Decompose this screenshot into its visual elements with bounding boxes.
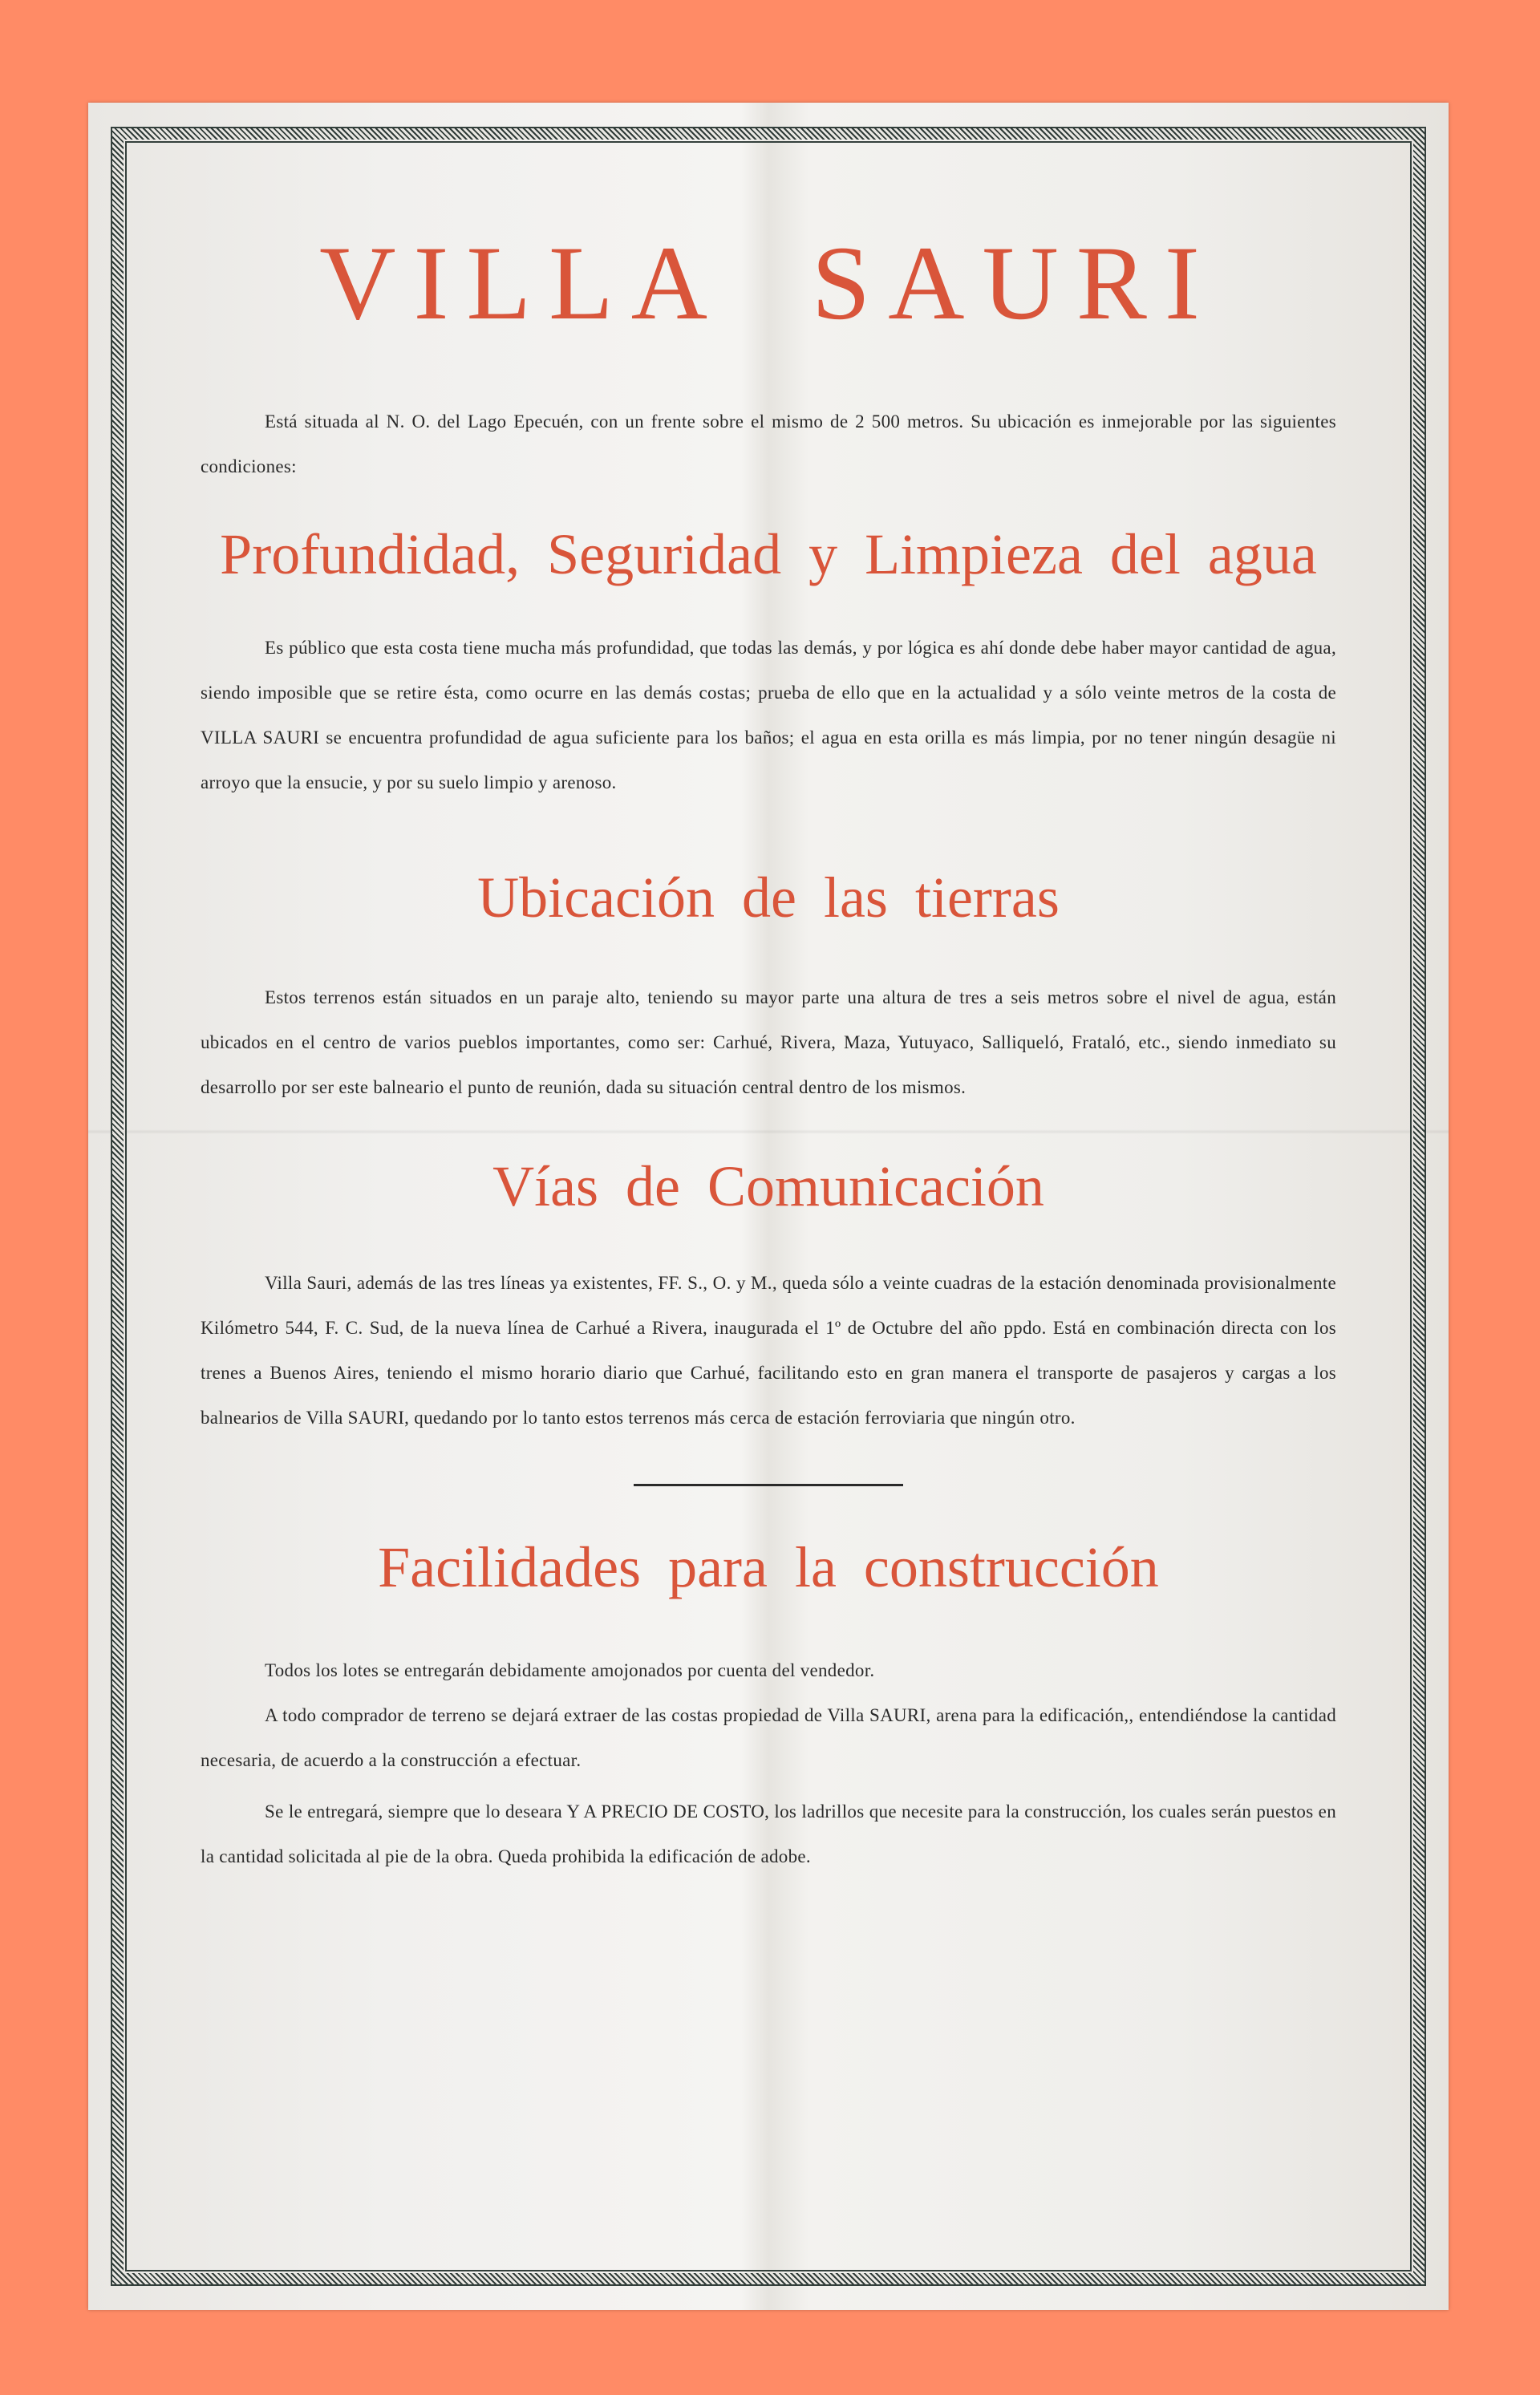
paragraph-facilidades-3: Se le entregará, siempre que lo deseara Y A PRECIO DE COSTO, los ladrillos que necesite para la construcción, los cuales serán puestos en la cantidad solicitada al pie de la obra. Queda prohibida la edificación de adobe. — [201, 1801, 1336, 1866]
poster-title: VILLA SAURI — [319, 224, 1218, 342]
heading-vias: Vías de Comunicación — [492, 1154, 1044, 1218]
heading-profundidad: Profundidad, Seguridad y Limpieza del agua — [220, 522, 1317, 586]
paragraph-facilidades-1: Todos los lotes se entregarán debidamente amojonados por cuenta del vendedor. — [265, 1660, 875, 1680]
poster-sheet — [88, 103, 1449, 2310]
intro-paragraph: Está situada al N. O. del Lago Epecuén, con un frente sobre el mismo de 2 500 metros. Su ubicación es inmejorable por las siguientes condiciones: — [201, 411, 1336, 476]
paragraph-profundidad: Es público que esta costa tiene mucha más profundidad, que todas las demás, y por lógica es ahí donde debe haber mayor cantidad de agua, siendo imposible que se retire ésta, como ocurre en las demás costas; prueba de ello que en la actualidad y a sólo veinte metros de la costa de VILLA SAURI se encuentra profundidad de agua suficiente para los baños; el agua en esta orilla es más limpia, por no tener ningún desagüe ni arroyo que la ensucie, y por su suelo limpio y arenoso. — [201, 638, 1336, 792]
paragraph-ubicacion: Estos terrenos están situados en un paraje alto, teniendo su mayor parte una altura de tres a seis metros sobre el nivel de agua, están ubicados en el centro de varios pueblos importantes, como ser: Carhué, Rivera, Maza, Yutuyaco, Salliqueló, Frataló, etc., siendo inmediato su desarrollo por ser este balneario el punto de reunión, dada su situación central dentro de los mismos. — [201, 987, 1336, 1097]
heading-facilidades: Facilidades para la construcción — [378, 1535, 1159, 1599]
paragraph-vias: Villa Sauri, además de las tres líneas ya existentes, FF. S., O. y M., queda sólo a veinte cuadras de la estación denominada provisionalmente Kilómetro 544, F. C. Sud, de la nueva línea de Carhué a Rivera, inaugurada el 1º de Octubre del año ppdo. Está en combinación directa con los trenes a Buenos Aires, teniendo el mismo horario diario que Carhué, facilitando esto en gran manera el transporte de pasajeros y cargas a los balnearios de Villa SAURI, quedando por lo tanto estos terrenos más cerca de estación ferroviaria que ningún otro. — [201, 1273, 1336, 1428]
heading-ubicacion: Ubicación de las tierras — [477, 865, 1060, 930]
divider-rule — [634, 1484, 903, 1486]
paragraph-facilidades-2: A todo comprador de terreno se dejará extraer de las costas propiedad de Villa SAURI, arena para la edificación,, entendiéndose la cantidad necesaria, de acuerdo a la construcción a efectuar. — [201, 1705, 1336, 1770]
poster-content — [201, 223, 1336, 1879]
